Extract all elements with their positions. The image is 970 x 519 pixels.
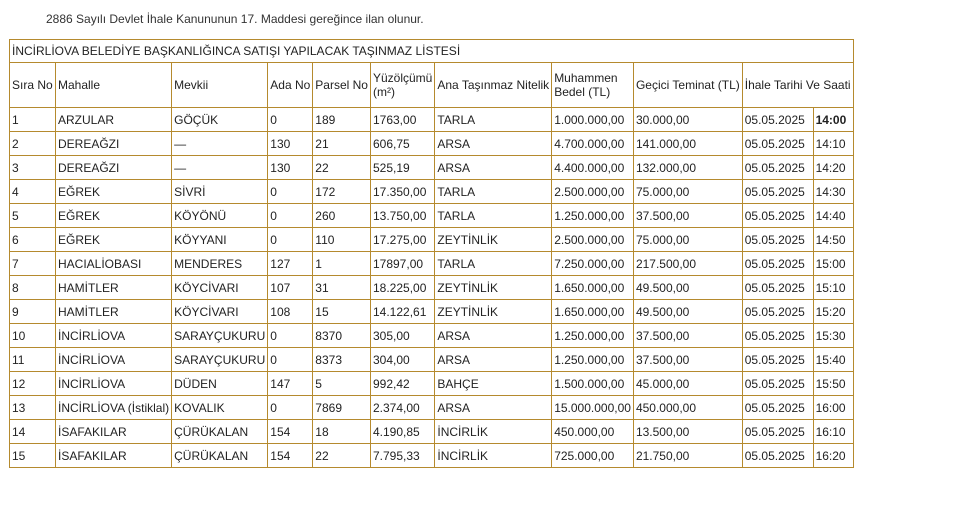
cell-nitelik: İNCİRLİK — [435, 444, 552, 468]
cell-gecici-teminat: 37.500,00 — [633, 324, 742, 348]
cell-mevkii: MENDERES — [172, 252, 268, 276]
cell-ihale-tarihi: 05.05.2025 — [742, 300, 813, 324]
cell-parsel-no: 21 — [313, 132, 371, 156]
cell-gecici-teminat: 30.000,00 — [633, 108, 742, 132]
cell-sira-no: 10 — [10, 324, 56, 348]
cell-yuzolcumu: 304,00 — [370, 348, 434, 372]
cell-ada-no: 127 — [268, 252, 313, 276]
cell-parsel-no: 8373 — [313, 348, 371, 372]
cell-nitelik: ARSA — [435, 324, 552, 348]
cell-ihale-saati: 14:30 — [813, 180, 853, 204]
cell-sira-no: 5 — [10, 204, 56, 228]
table-caption: İNCİRLİOVA BELEDİYE BAŞKANLIĞINCA SATIŞI YAPILACAK TAŞINMAZ LİSTESİ — [10, 40, 854, 63]
cell-nitelik: ZEYTİNLİK — [435, 276, 552, 300]
cell-parsel-no: 31 — [313, 276, 371, 300]
cell-mevkii: — — [172, 156, 268, 180]
cell-yuzolcumu: 17897,00 — [370, 252, 434, 276]
cell-yuzolcumu: 992,42 — [370, 372, 434, 396]
cell-gecici-teminat: 75.000,00 — [633, 228, 742, 252]
cell-sira-no: 15 — [10, 444, 56, 468]
table-row — [10, 396, 854, 420]
cell-mahalle: İNCİRLİOVA — [56, 324, 172, 348]
cell-ada-no: 0 — [268, 180, 313, 204]
cell-parsel-no: 1 — [313, 252, 371, 276]
cell-muhammen-bedel: 1.250.000,00 — [552, 324, 634, 348]
cell-parsel-no: 189 — [313, 108, 371, 132]
cell-muhammen-bedel: 4.700.000,00 — [552, 132, 634, 156]
cell-parsel-no: 15 — [313, 300, 371, 324]
cell-gecici-teminat: 132.000,00 — [633, 156, 742, 180]
cell-mahalle: İNCİRLİOVA — [56, 372, 172, 396]
table-row — [10, 444, 854, 468]
intro-text: 2886 Sayılı Devlet İhale Kanununun 17. Maddesi gereğince ilan olunur. — [46, 12, 424, 26]
cell-ada-no: 154 — [268, 420, 313, 444]
cell-ihale-saati: 15:50 — [813, 372, 853, 396]
cell-muhammen-bedel: 1.250.000,00 — [552, 348, 634, 372]
cell-nitelik: BAHÇE — [435, 372, 552, 396]
cell-muhammen-bedel: 7.250.000,00 — [552, 252, 634, 276]
cell-muhammen-bedel: 1.000.000,00 — [552, 108, 634, 132]
cell-ihale-tarihi: 05.05.2025 — [742, 252, 813, 276]
cell-sira-no: 8 — [10, 276, 56, 300]
table-row — [10, 156, 854, 180]
property-sale-table — [9, 39, 854, 468]
cell-parsel-no: 8370 — [313, 324, 371, 348]
cell-ihale-saati: 15:00 — [813, 252, 853, 276]
cell-ada-no: 0 — [268, 324, 313, 348]
cell-muhammen-bedel: 1.500.000,00 — [552, 372, 634, 396]
cell-mahalle: İNCİRLİOVA — [56, 348, 172, 372]
cell-parsel-no: 5 — [313, 372, 371, 396]
cell-yuzolcumu: 17.275,00 — [370, 228, 434, 252]
cell-ihale-tarihi: 05.05.2025 — [742, 324, 813, 348]
cell-ihale-tarihi: 05.05.2025 — [742, 132, 813, 156]
cell-muhammen-bedel: 1.650.000,00 — [552, 300, 634, 324]
cell-mevkii: DÜDEN — [172, 372, 268, 396]
cell-mahalle: İNCİRLİOVA (İstiklal) — [56, 396, 172, 420]
cell-nitelik: ARSA — [435, 348, 552, 372]
cell-gecici-teminat: 21.750,00 — [633, 444, 742, 468]
cell-mahalle: DEREAĞZI — [56, 132, 172, 156]
cell-parsel-no: 172 — [313, 180, 371, 204]
cell-yuzolcumu: 1763,00 — [370, 108, 434, 132]
header-mevkii: Mevkii — [172, 63, 268, 108]
cell-ihale-tarihi: 05.05.2025 — [742, 444, 813, 468]
cell-mahalle: EĞREK — [56, 180, 172, 204]
cell-ihale-saati: 16:10 — [813, 420, 853, 444]
cell-ihale-tarihi: 05.05.2025 — [742, 204, 813, 228]
cell-ada-no: 154 — [268, 444, 313, 468]
cell-mevkii: KÖYÖNÜ — [172, 204, 268, 228]
cell-mahalle: EĞREK — [56, 228, 172, 252]
cell-ihale-saati: 16:20 — [813, 444, 853, 468]
cell-ihale-tarihi: 05.05.2025 — [742, 372, 813, 396]
header-mahalle: Mahalle — [56, 63, 172, 108]
table-row — [10, 132, 854, 156]
table-row — [10, 180, 854, 204]
cell-ihale-tarihi: 05.05.2025 — [742, 420, 813, 444]
header-yuzolcumu: Yüzölçümü (m²) — [370, 63, 434, 108]
table-header-row — [10, 63, 854, 108]
cell-yuzolcumu: 305,00 — [370, 324, 434, 348]
cell-sira-no: 2 — [10, 132, 56, 156]
cell-sira-no: 12 — [10, 372, 56, 396]
cell-mahalle: ARZULAR — [56, 108, 172, 132]
cell-yuzolcumu: 606,75 — [370, 132, 434, 156]
cell-gecici-teminat: 217.500,00 — [633, 252, 742, 276]
cell-mevkii: — — [172, 132, 268, 156]
cell-muhammen-bedel: 725.000,00 — [552, 444, 634, 468]
header-parsel-no: Parsel No — [313, 63, 371, 108]
cell-ihale-saati: 15:30 — [813, 324, 853, 348]
header-nitelik: Ana Taşınmaz Nitelik — [435, 63, 552, 108]
cell-ada-no: 108 — [268, 300, 313, 324]
cell-gecici-teminat: 45.000,00 — [633, 372, 742, 396]
cell-nitelik: TARLA — [435, 108, 552, 132]
cell-ada-no: 147 — [268, 372, 313, 396]
header-ihale-tarihi-saati: İhale Tarihi Ve Saati — [742, 63, 853, 108]
cell-gecici-teminat: 49.500,00 — [633, 276, 742, 300]
cell-nitelik: TARLA — [435, 204, 552, 228]
table-row — [10, 324, 854, 348]
cell-sira-no: 14 — [10, 420, 56, 444]
table-row — [10, 300, 854, 324]
table-row — [10, 420, 854, 444]
cell-parsel-no: 260 — [313, 204, 371, 228]
cell-nitelik: TARLA — [435, 252, 552, 276]
table-row — [10, 204, 854, 228]
cell-gecici-teminat: 450.000,00 — [633, 396, 742, 420]
cell-nitelik: ARSA — [435, 396, 552, 420]
cell-yuzolcumu: 2.374,00 — [370, 396, 434, 420]
cell-ada-no: 107 — [268, 276, 313, 300]
cell-ihale-saati: 14:00 — [813, 108, 853, 132]
cell-nitelik: İNCİRLİK — [435, 420, 552, 444]
cell-mahalle: HAMİTLER — [56, 300, 172, 324]
table-row — [10, 348, 854, 372]
cell-ihale-saati: 16:00 — [813, 396, 853, 420]
cell-mahalle: EĞREK — [56, 204, 172, 228]
cell-yuzolcumu: 13.750,00 — [370, 204, 434, 228]
cell-ihale-tarihi: 05.05.2025 — [742, 396, 813, 420]
cell-parsel-no: 22 — [313, 156, 371, 180]
cell-yuzolcumu: 14.122,61 — [370, 300, 434, 324]
cell-mevkii: KOVALIK — [172, 396, 268, 420]
cell-mevkii: ÇÜRÜKALAN — [172, 444, 268, 468]
table-row — [10, 228, 854, 252]
table-caption-row — [10, 40, 854, 63]
cell-muhammen-bedel: 1.250.000,00 — [552, 204, 634, 228]
cell-ihale-tarihi: 05.05.2025 — [742, 108, 813, 132]
cell-ihale-tarihi: 05.05.2025 — [742, 348, 813, 372]
cell-yuzolcumu: 17.350,00 — [370, 180, 434, 204]
cell-ihale-saati: 14:20 — [813, 156, 853, 180]
cell-sira-no: 1 — [10, 108, 56, 132]
header-ada-no: Ada No — [268, 63, 313, 108]
table-row — [10, 276, 854, 300]
cell-gecici-teminat: 37.500,00 — [633, 348, 742, 372]
cell-mevkii: KÖYCİVARI — [172, 300, 268, 324]
cell-ihale-saati: 14:10 — [813, 132, 853, 156]
table-row — [10, 108, 854, 132]
cell-ihale-tarihi: 05.05.2025 — [742, 228, 813, 252]
cell-parsel-no: 22 — [313, 444, 371, 468]
cell-ada-no: 0 — [268, 204, 313, 228]
cell-muhammen-bedel: 2.500.000,00 — [552, 180, 634, 204]
cell-mevkii: KÖYYANI — [172, 228, 268, 252]
cell-muhammen-bedel: 2.500.000,00 — [552, 228, 634, 252]
cell-muhammen-bedel: 450.000,00 — [552, 420, 634, 444]
cell-sira-no: 6 — [10, 228, 56, 252]
cell-ihale-saati: 14:50 — [813, 228, 853, 252]
cell-mevkii: KÖYCİVARI — [172, 276, 268, 300]
header-sira-no: Sıra No — [10, 63, 56, 108]
cell-parsel-no: 7869 — [313, 396, 371, 420]
cell-ada-no: 130 — [268, 132, 313, 156]
cell-yuzolcumu: 525,19 — [370, 156, 434, 180]
cell-ada-no: 0 — [268, 396, 313, 420]
cell-ihale-saati: 15:40 — [813, 348, 853, 372]
cell-mevkii: SARAYÇUKURU — [172, 348, 268, 372]
cell-mahalle: İSAFAKILAR — [56, 420, 172, 444]
cell-ada-no: 130 — [268, 156, 313, 180]
cell-yuzolcumu: 18.225,00 — [370, 276, 434, 300]
cell-muhammen-bedel: 4.400.000,00 — [552, 156, 634, 180]
cell-muhammen-bedel: 1.650.000,00 — [552, 276, 634, 300]
cell-ada-no: 0 — [268, 228, 313, 252]
cell-sira-no: 7 — [10, 252, 56, 276]
table-row — [10, 372, 854, 396]
cell-ihale-saati: 14:40 — [813, 204, 853, 228]
cell-mevkii: ÇÜRÜKALAN — [172, 420, 268, 444]
cell-yuzolcumu: 4.190,85 — [370, 420, 434, 444]
cell-ada-no: 0 — [268, 348, 313, 372]
cell-muhammen-bedel: 15.000.000,00 — [552, 396, 634, 420]
cell-gecici-teminat: 13.500,00 — [633, 420, 742, 444]
cell-gecici-teminat: 75.000,00 — [633, 180, 742, 204]
cell-yuzolcumu: 7.795,33 — [370, 444, 434, 468]
cell-ihale-saati: 15:10 — [813, 276, 853, 300]
cell-mahalle: HAMİTLER — [56, 276, 172, 300]
cell-mahalle: İSAFAKILAR — [56, 444, 172, 468]
cell-gecici-teminat: 49.500,00 — [633, 300, 742, 324]
cell-gecici-teminat: 141.000,00 — [633, 132, 742, 156]
cell-mevkii: SİVRİ — [172, 180, 268, 204]
cell-sira-no: 9 — [10, 300, 56, 324]
cell-mevkii: SARAYÇUKURU — [172, 324, 268, 348]
cell-nitelik: ZEYTİNLİK — [435, 228, 552, 252]
cell-gecici-teminat: 37.500,00 — [633, 204, 742, 228]
cell-sira-no: 11 — [10, 348, 56, 372]
cell-parsel-no: 18 — [313, 420, 371, 444]
cell-mahalle: HACIALİOBASI — [56, 252, 172, 276]
cell-nitelik: ZEYTİNLİK — [435, 300, 552, 324]
cell-ihale-saati: 15:20 — [813, 300, 853, 324]
cell-ihale-tarihi: 05.05.2025 — [742, 180, 813, 204]
cell-parsel-no: 110 — [313, 228, 371, 252]
header-muhammen-bedel: Muhammen Bedel (TL) — [552, 63, 634, 108]
table-row — [10, 252, 854, 276]
cell-nitelik: ARSA — [435, 132, 552, 156]
cell-ihale-tarihi: 05.05.2025 — [742, 156, 813, 180]
cell-ihale-tarihi: 05.05.2025 — [742, 276, 813, 300]
cell-sira-no: 3 — [10, 156, 56, 180]
header-gecici-teminat: Geçici Teminat (TL) — [633, 63, 742, 108]
cell-sira-no: 13 — [10, 396, 56, 420]
cell-mahalle: DEREAĞZI — [56, 156, 172, 180]
cell-nitelik: ARSA — [435, 156, 552, 180]
cell-nitelik: TARLA — [435, 180, 552, 204]
cell-sira-no: 4 — [10, 180, 56, 204]
cell-ada-no: 0 — [268, 108, 313, 132]
cell-mevkii: GÖÇÜK — [172, 108, 268, 132]
